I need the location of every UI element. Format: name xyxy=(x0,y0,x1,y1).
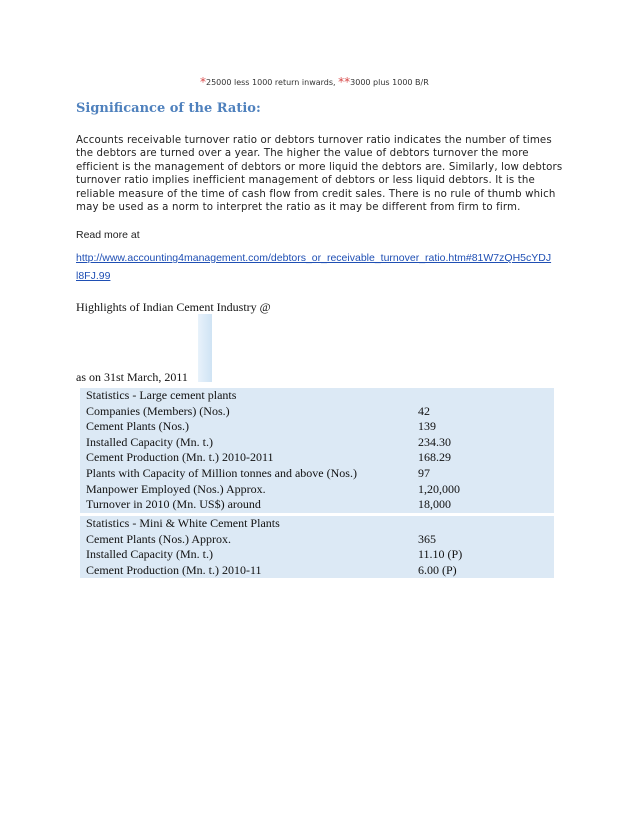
ratio-paragraph xyxy=(76,134,572,214)
table-row xyxy=(80,404,554,420)
table-header: Statistics - Mini & White Cement Plants xyxy=(86,516,280,530)
table-row xyxy=(80,419,554,435)
row-label: Cement Plants (Nos.) Approx. xyxy=(86,531,231,546)
section-heading: Significance of the Ratio: xyxy=(76,101,261,116)
row-label: Companies (Members) (Nos.) xyxy=(86,403,230,418)
mini-plants-table xyxy=(80,516,554,578)
footnote-star-1: * xyxy=(200,75,206,89)
footnote-text-1: 25000 less 1000 return inwards, xyxy=(206,78,336,87)
row-label: Manpower Employed (Nos.) Approx. xyxy=(86,481,266,496)
paragraph-line: turnover ratio implies inefficient management of debtors or less liquid debtors. It is the xyxy=(76,175,535,187)
table-row xyxy=(80,497,554,513)
source-link[interactable] xyxy=(76,249,576,285)
paragraph-line: may be used as a norm to interpret the ratio as it may be different from firm to firm. xyxy=(76,202,521,214)
footnote-star-2: ** xyxy=(338,75,351,89)
row-value: 168.29 xyxy=(418,450,451,465)
source-link-line-1[interactable]: http://www.accounting4management.com/debtors_or_receivable_turnover_ratio.htm#81W7zQH5cYDJ xyxy=(76,252,552,264)
table-row xyxy=(80,482,554,498)
row-label: Cement Production (Mn. t.) 2010-2011 xyxy=(86,450,274,465)
table-row xyxy=(80,450,554,466)
row-value: 139 xyxy=(418,419,436,434)
row-label: Cement Plants (Nos.) xyxy=(86,419,189,434)
read-more-label: Read more at xyxy=(76,229,140,241)
row-value: 97 xyxy=(418,465,430,480)
paragraph-line: reliable measure of the time of cash flow from credit sales. There is no rule of thumb which xyxy=(76,188,556,200)
table-row xyxy=(80,547,554,563)
row-label: Installed Capacity (Mn. t.) xyxy=(86,434,213,449)
row-label: Turnover in 2010 (Mn. US$) around xyxy=(86,497,261,512)
table-header: Statistics - Large cement plants xyxy=(86,388,237,402)
footnote-text-2: 3000 plus 1000 B/R xyxy=(350,78,429,87)
decorative-bar xyxy=(198,314,212,382)
table-header-row xyxy=(80,388,554,404)
row-label: Installed Capacity (Mn. t.) xyxy=(86,547,213,562)
row-value: 11.10 (P) xyxy=(418,547,463,562)
table-row xyxy=(80,532,554,548)
paragraph-line: the debtors are turned over a year. The higher the value of debtors turnover the more xyxy=(76,148,529,160)
highlights-title: Highlights of Indian Cement Industry @ xyxy=(76,300,271,314)
row-label: Plants with Capacity of Million tonnes and above (Nos.) xyxy=(86,465,357,480)
row-value: 18,000 xyxy=(418,497,451,512)
row-label: Cement Production (Mn. t.) 2010-11 xyxy=(86,562,262,577)
as-on-date: as on 31st March, 2011 xyxy=(76,370,188,384)
paragraph-line: Accounts receivable turnover ratio or debtors turnover ratio indicates the number of times xyxy=(76,135,552,146)
row-value: 234.30 xyxy=(418,434,451,449)
footnote xyxy=(200,75,429,89)
row-value: 6.00 (P) xyxy=(418,562,457,577)
row-value: 1,20,000 xyxy=(418,481,460,496)
table-row xyxy=(80,466,554,482)
row-value: 365 xyxy=(418,531,436,546)
paragraph-line: efficient is the management of debtors or more liquid the debtors are. Similarly, low debtors xyxy=(76,161,563,173)
large-plants-table xyxy=(80,388,554,513)
table-row xyxy=(80,563,554,579)
row-value: 42 xyxy=(418,403,430,418)
source-link-line-2[interactable]: l8FJ.99 xyxy=(76,270,111,282)
table-header-row xyxy=(80,516,554,532)
table-row xyxy=(80,435,554,451)
